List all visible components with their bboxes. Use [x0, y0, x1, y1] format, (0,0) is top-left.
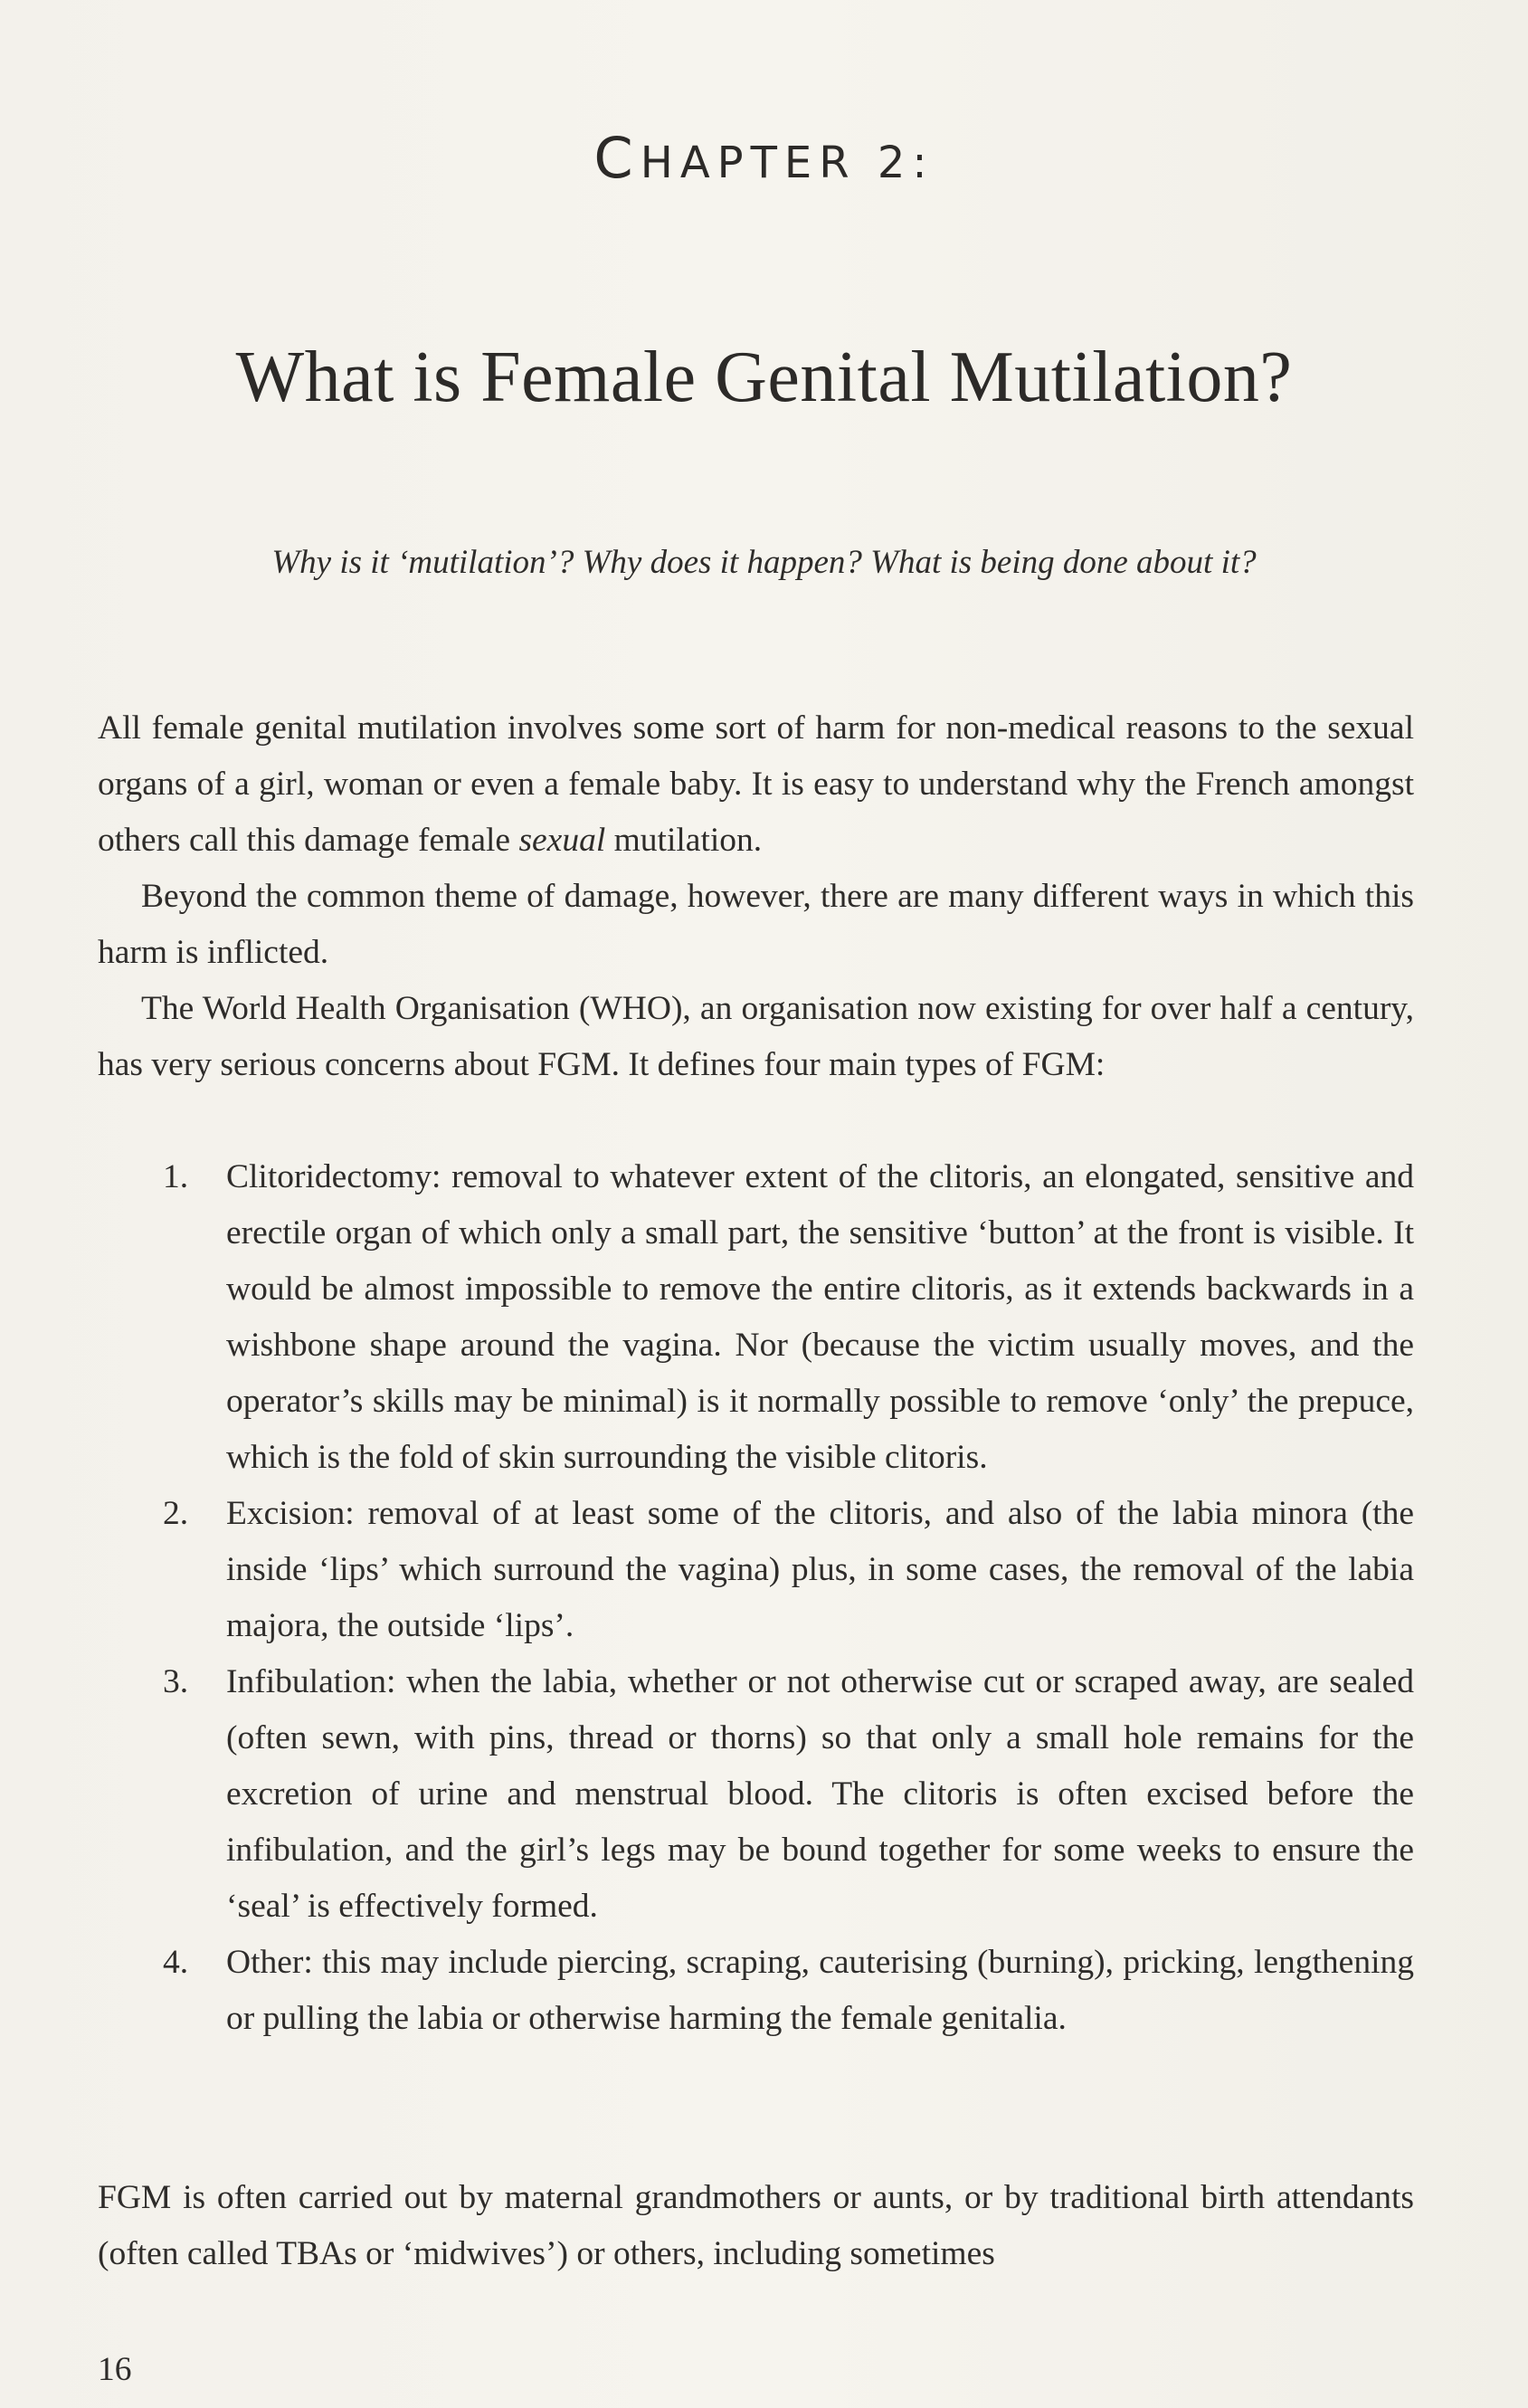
paragraph-intro: [98, 700, 1414, 869]
chapter-title: What is Female Genital Mutilation?: [235, 338, 1293, 417]
list-item: [98, 1654, 1414, 1935]
list-item-number: 3.: [163, 1663, 189, 1700]
fgm-types-list: [98, 1149, 1414, 2047]
chapter-label: [0, 125, 1528, 191]
page-number: 16: [98, 2351, 132, 2388]
chapter-subtitle: Why is it ‘mutilation’? Why does it happen? What is being done about it?: [271, 544, 1257, 581]
paragraph-practitioners: FGM is often carried out by maternal grandmothers or aunts, or by traditional birth attendants (often called TBAs or ‘midwives’) or others, including sometimes: [98, 2179, 1414, 2272]
chapter-label-rest: HAPTER 2:: [640, 138, 935, 188]
list-item-number: 2.: [163, 1495, 189, 1532]
list-item-number: 1.: [163, 1158, 189, 1195]
paragraph-intro-text: All female genital mutilation involves some sort of harm for non-medical reasons to the sexual organs of a girl, woman or even a female baby. It is easy to understand why the French amongst others call this damage female: [98, 709, 1414, 859]
list-item-text: Other: this may include piercing, scraping, cauterising (burning), pricking, lengthening or pulling the labia or otherwise harming the female genitalia.: [226, 1944, 1414, 2037]
paragraph-intro-italic: sexual: [518, 822, 606, 859]
list-item: [98, 1935, 1414, 2047]
list-item-text: Clitoridectomy: removal to whatever extent of the clitoris, an elongated, sensitive and erectile organ of which only a small part, the sensitive ‘button’ at the front is visible. It would be almost impossible to remove the entire clitoris, as it extends backwards in a wishbone shape around the vagina. Nor (because the victim usually moves, and the operator’s skills may be minimal) is it normally possible to remove ‘only’ the prepuce, which is the fold of skin surrounding the visible clitoris.: [226, 1158, 1414, 1476]
list-item-text: Excision: removal of at least some of the clitoris, and also of the labia minora (the inside ‘lips’ which surround the vagina) plus, in some cases, the removal of the labia majora, the outside ‘lips’.: [226, 1495, 1414, 1644]
paragraph-who: The World Health Organisation (WHO), an organisation now existing for over half a century, has very serious concerns about FGM. It defines four main types of FGM:: [98, 990, 1414, 1083]
list-item: [98, 1486, 1414, 1654]
chapter-label-initial: C: [593, 125, 641, 191]
list-item-text: Infibulation: when the labia, whether or not otherwise cut or scraped away, are sealed (often sewn, with pins, thread or thorns) so that only a small hole remains for the excretion of urine and menstrual blood. The clitoris is often excised before the infibulation, and the girl’s legs may be bound together for some weeks to ensure the ‘seal’ is effectively formed.: [226, 1663, 1414, 1925]
paragraph-intro-end: mutilation.: [605, 822, 763, 859]
paragraph-damage: Beyond the common theme of damage, however, there are many different ways in which this harm is inflicted.: [98, 878, 1414, 971]
list-item: [98, 1149, 1414, 1486]
list-item-number: 4.: [163, 1944, 189, 1981]
